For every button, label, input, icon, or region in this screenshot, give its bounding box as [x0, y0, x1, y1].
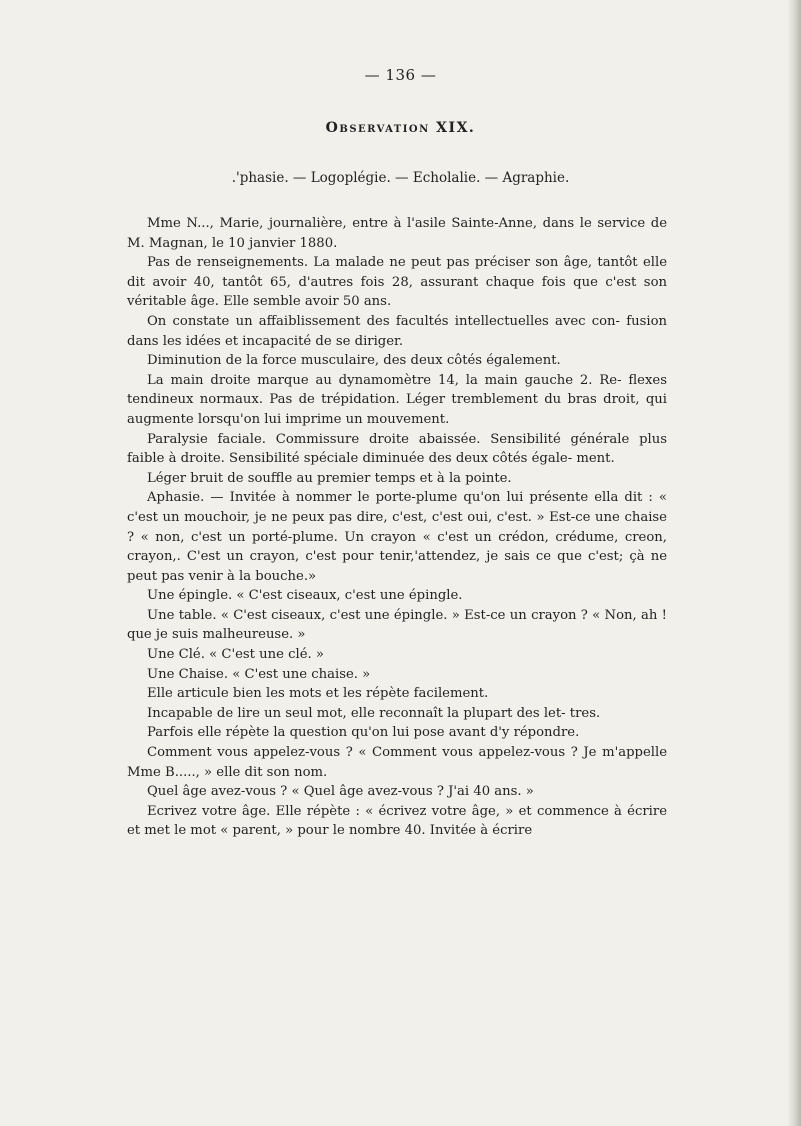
paragraph: Une épingle. « C'est ciseaux, c'est une épingle. [147, 588, 463, 604]
paragraph: Une Clé. « C'est une clé. » [147, 647, 324, 663]
paragraph: Incapable de lire un seul mot, elle reconnaît la plupart des let- tres. [147, 705, 601, 721]
paragraph: Pas de renseignements. La malade ne peut pas préciser son âge, tantôt elle dit avoir 40, tantôt 65, d'autres fois 28, assurant chaque fois que c'est son véritable âge. Elle semble avoir 50 ans. [127, 255, 667, 310]
page-edge-shadow [787, 0, 801, 1126]
paragraph: Comment vous appelez-vous ? « Comment vous appelez-vous ? Je m'appelle Mme B....., » elle dit son nom. [127, 745, 667, 780]
paragraph: Mme N..., Marie, journalière, entre à l'asile Sainte-Anne, dans le service de M. Magnan, le 10 janvier 1880. [127, 216, 667, 251]
paragraph: Diminution de la force musculaire, des deux côtés également. [147, 353, 561, 369]
paragraph: Une Chaise. « C'est une chaise. » [147, 666, 371, 682]
paragraph: Quel âge avez-vous ? « Quel âge avez-vous ? J'ai 40 ans. » [147, 784, 534, 800]
paragraph: On constate un affaiblissement des facultés intellectuelles avec con- fusion dans les idées et incapacité de se diriger. [127, 313, 667, 349]
observation-title: Observation XIX. [325, 120, 476, 136]
body-text [127, 214, 667, 841]
page-number: — 136 — [364, 66, 437, 84]
paragraph: Une table. « C'est ciseaux, c'est une épingle. » Est-ce un crayon ? « Non, ah ! que je suis malheureuse. » [127, 607, 667, 643]
paragraph: Elle articule bien les mots et les répète facilement. [147, 686, 489, 702]
paragraph: Paralysie faciale. Commissure droite abaissée. Sensibilité générale plus faible à droite. Sensibilité spéciale diminuée des deux côtés égale- ment. [127, 431, 667, 467]
paragraph: Aphasie. — Invitée à nommer le porte-plume qu'on lui présente ella dit : « c'est un mouchoir, je ne peux pas dire, c'est, c'est oui, c'est. » Est-ce une chaise ? « non, c'est un porté-plume. Un crayon « c'est un crédon, crédume, creon, crayon,. C'est un crayon, c'est pour tenir,'attendez, je sais ce que c'est; çà ne peut pas venir à la bouche.» [127, 490, 667, 584]
paragraph: Parfois elle répète la question qu'on lui pose avant d'y répondre. [147, 725, 580, 741]
paragraph: Ecrivez votre âge. Elle répète : « écrivez votre âge, » et commence à écrire et met le mot « parent, » pour le nombre 40. Invitée à écrire [127, 803, 667, 839]
observation-subtitle: .'phasie. — Logoplégie. — Echolalie. — Agraphie. [231, 170, 570, 186]
paragraph: La main droite marque au dynamomètre 14, la main gauche 2. Re- flexes tendineux normaux. Pas de trépidation. Léger tremblement du bras droit, qui augmente lorsqu'on lui imprime un mouvement. [127, 372, 667, 427]
paragraph: Léger bruit de souffle au premier temps et à la pointe. [147, 470, 512, 486]
